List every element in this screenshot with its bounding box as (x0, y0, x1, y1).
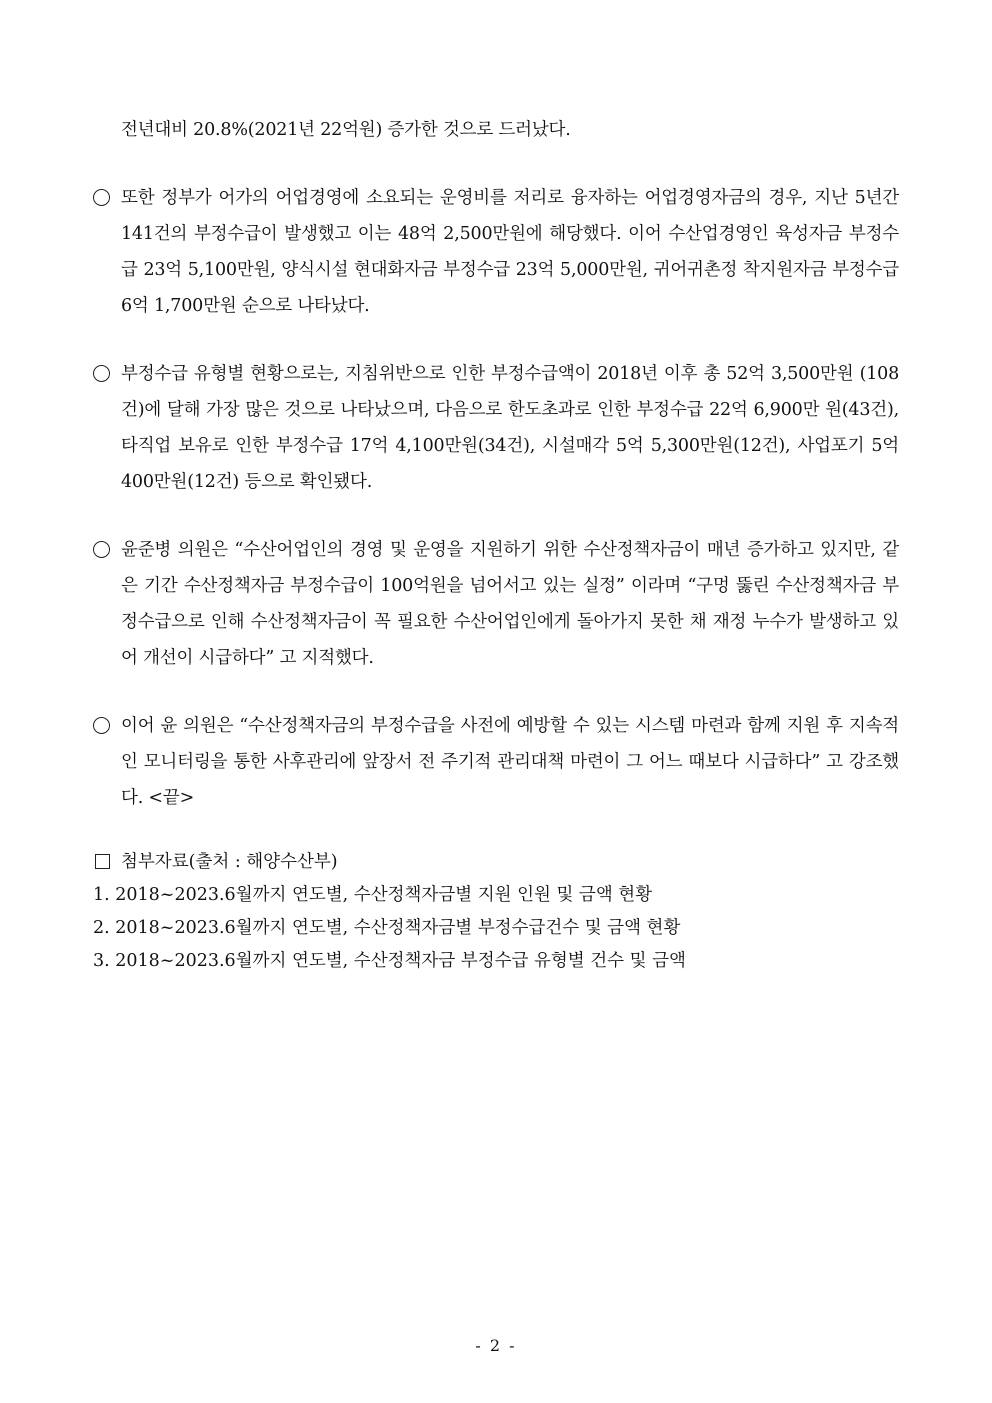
paragraph-3 (93, 532, 899, 676)
square-bullet-icon (95, 854, 110, 869)
paragraph-text: 윤준병 의원은 “수산어업인의 경영 및 운영을 지원하기 위한 수산정책자금이 매년 증가하고 있지만, 같은 기간 수산정책자금 부정수급이 100억원을 넘어서고 있는 실정” 이라며 “구멍 뚫린 수산정책자금 부정수급으로 인해 수산정책자금이 꼭 필요한 수산어업인에게 돌아가지 못한 채 재정 누수가 발생하고 있어 개선이 시급하다” 고 지적했다. (121, 540, 899, 668)
attachments-heading-text: 첨부자료(출처 : 해양수산부) (121, 852, 338, 872)
circle-bullet-icon (93, 365, 110, 382)
paragraph-1 (93, 180, 899, 324)
attachment-item: 1. 2018~2023.6월까지 연도별, 수산정책자금별 지원 인원 및 금액 현황 (93, 885, 653, 905)
circle-bullet-icon (93, 189, 110, 206)
circle-bullet-icon (93, 717, 110, 734)
attachments-section (93, 846, 899, 978)
circle-bullet-icon (93, 541, 110, 558)
attachment-item: 3. 2018~2023.6월까지 연도별, 수산정책자금 부정수급 유형별 건수 및 금액 (93, 951, 686, 971)
paragraph-2 (93, 356, 899, 500)
paragraph-text: 또한 정부가 어가의 어업경영에 소요되는 운영비를 저리로 융자하는 어업경영자금의 경우, 지난 5년간 141건의 부정수급이 발생했고 이는 48억 2,500만원에 해당했다. 이어 수산업경영인 육성자금 부정수급 23억 5,100만원, 양식시설 현대화자금 부정수급 23억 5,000만원, 귀어귀촌정 착지원자금 부정수급 6억 1,700만원 순으로 나타났다. (121, 188, 899, 316)
paragraph-4 (93, 708, 899, 816)
paragraph-text: 부정수급 유형별 현황으로는, 지침위반으로 인한 부정수급액이 2018년 이후 총 52억 3,500만원 (108건)에 달해 가장 많은 것으로 나타났으며, 다음으로 한도초과로 인한 부정수급 22억 6,900만 원(43건), 타직업 보유로 인한 부정수급 17억 4,100만원(34건), 시설매각 5억 5,300만원(12건), 사업포기 5억 400만원(12건) 등으로 확인됐다. (121, 364, 899, 492)
page-number: - 2 - (475, 1336, 517, 1355)
attachments-heading (93, 846, 899, 879)
intro-continuation: 전년대비 20.8%(2021년 22억원) 증가한 것으로 드러났다. (121, 120, 571, 140)
attachment-item: 2. 2018~2023.6월까지 연도별, 수산정책자금별 부정수급건수 및 금액 현황 (93, 918, 681, 938)
paragraph-text: 이어 윤 의원은 “수산정책자금의 부정수급을 사전에 예방할 수 있는 시스템 마련과 함께 지원 후 지속적인 모니터링을 통한 사후관리에 앞장서 전 주기적 관리대책 마련이 그 어느 때보다 시급하다” 고 강조했다. <끝> (121, 716, 899, 808)
document-body (93, 112, 899, 978)
